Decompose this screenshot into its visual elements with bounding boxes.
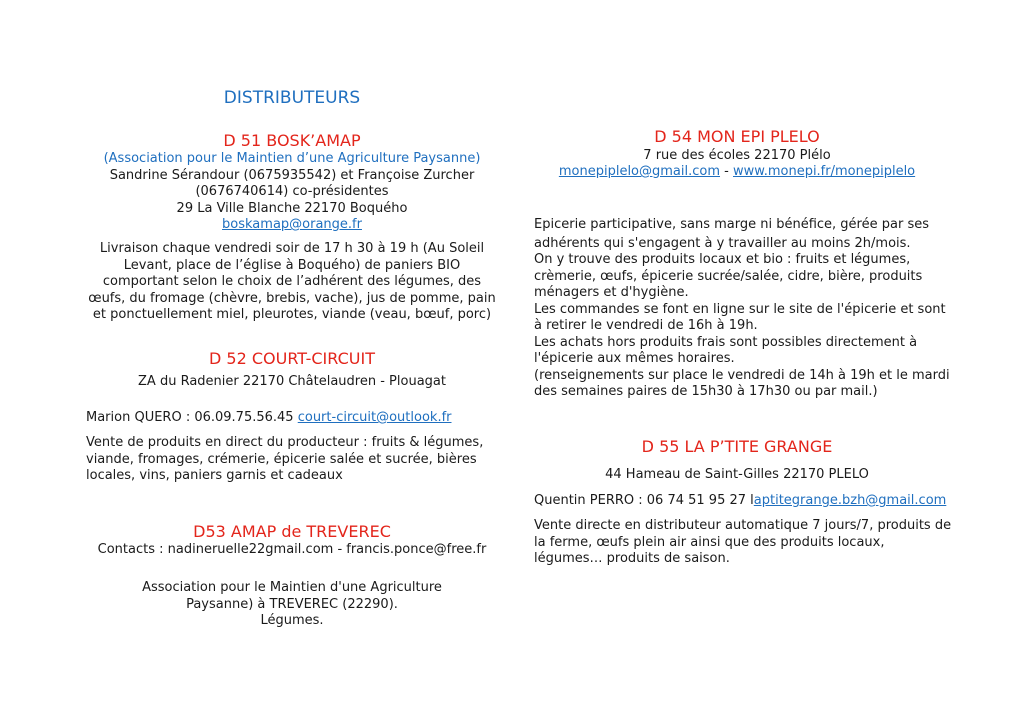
d54-desc-5: ménagers et d'hygiène. [534,285,689,300]
d54-desc-6: Les commandes se font en ligne sur le site de l'épicerie et sont [534,301,946,317]
d53-title: D53 AMAP de TREVEREC [193,522,391,541]
d54-desc-4: crèmerie, œufs, épicerie sucrée/salée, cidre, bière, produits [534,268,923,284]
d54-address: 7 rue des écoles 22170 Plélo [643,148,831,163]
d51-email-link[interactable]: boskamap@orange.fr [222,217,362,232]
d55-description [534,518,954,568]
d54-desc-10: (renseignements sur place le vendredi de 14h à 19h et le mardi [534,367,950,383]
d51-desc-4: œufs, du fromage (chèvre, brebis, vache), jus de pomme, pain [88,290,496,306]
d52-contact: Marion QUERO : 06.09.75.56.45 [86,410,294,425]
d55-contact-row [534,493,954,510]
d55-desc-1: Vente directe en distributeur automatique 7 jours/7, produits de [534,518,952,533]
d51-block [85,151,499,234]
d52-desc-2: viande, fromages, crémerie, épicerie salée et sucrée, bières [86,451,477,467]
d52-title: D 52 COURT-CIRCUIT [209,349,375,368]
d54-desc-8: Les achats hors produits frais sont possibles directement à [534,334,918,350]
d52-description [86,435,500,485]
d54-website-link[interactable]: www.monepi.fr/monepiplelo [733,164,916,179]
d54-separator: - [724,164,729,179]
d54-title: D 54 MON EPI PLELO [654,127,820,146]
d52-desc-3: locales, vins, paniers garnis et cadeaux [86,468,343,483]
d51-description [85,241,499,324]
d53-desc-2: Paysanne) à TREVEREC (22290). [186,596,398,612]
d54-desc-3: On y trouve des produits locaux et bio : fruits et légumes, [534,252,911,267]
d55-desc-2: la ferme, œufs plein air ainsi que des produits locaux, [534,534,885,550]
d51-subtitle: (Association pour le Maintien d’une Agriculture Paysanne) [103,151,481,166]
page-heading: DISTRIBUTEURS [223,88,361,108]
d51-line-1: Sandrine Sérandour (0675935542) et Françoise Zurcher [109,167,475,183]
d51-line-3: 29 La Ville Blanche 22170 Boquého [176,200,408,216]
d53-contacts: Contacts : nadineruelle22gmail.com - francis.ponce@free.fr [97,542,487,557]
d53-desc-1: Association pour le Maintien d'une Agriculture [142,580,442,595]
d55-title: D 55 LA P’TITE GRANGE [641,437,833,456]
d55-address: 44 Hameau de Saint-Gilles 22170 PLELO [605,467,869,482]
d55-contact: Quentin PERRO : 06 74 51 95 27 l [534,493,754,508]
d55-desc-3: légumes… produits de saison. [534,551,730,566]
d54-desc-2: adhérents qui s'engagent à y travailler au moins 2h/mois. [534,235,911,251]
d54-desc-9: l'épicerie aux mêmes horaires. [534,351,735,366]
d51-line-2: (0676740614) co-présidentes [195,184,389,199]
d54-desc-11: des semaines paires de 15h30 à 17h30 ou par mail.) [534,384,878,399]
d53-description [85,580,499,630]
d51-title: D 51 BOSK’AMAP [223,131,361,150]
d52-address: ZA du Radenier 22170 Châtelaudren - Plouagat [138,374,446,389]
d54-email-link[interactable]: monepiplelo@gmail.com [558,164,721,179]
d52-contact-row [86,410,500,427]
d53-desc-3: Légumes. [260,613,324,628]
d54-links [530,164,944,181]
d54-desc-1: Epicerie participative, sans marge ni bénéfice, gérée par ses [534,217,929,232]
d51-desc-2: Levant, place de l’église à Boquého) de paniers BIO [123,257,461,273]
d52-email-link[interactable]: court-circuit@outlook.fr [297,410,452,425]
d55-email-link[interactable]: aptitegrange.bzh@gmail.com [753,493,947,508]
d54-description [534,217,954,401]
d51-desc-5: et ponctuellement miel, pleurotes, viande (veau, bœuf, porc) [92,307,492,322]
d52-desc-1: Vente de produits en direct du producteur : fruits & légumes, [86,435,484,450]
d51-desc-1: Livraison chaque vendredi soir de 17 h 30 à 19 h (Au Soleil [99,241,485,256]
d51-desc-3: comportant selon le choix de l’adhérent des légumes, des [102,274,482,289]
d54-desc-7: à retirer le vendredi de 16h à 19h. [534,318,758,333]
